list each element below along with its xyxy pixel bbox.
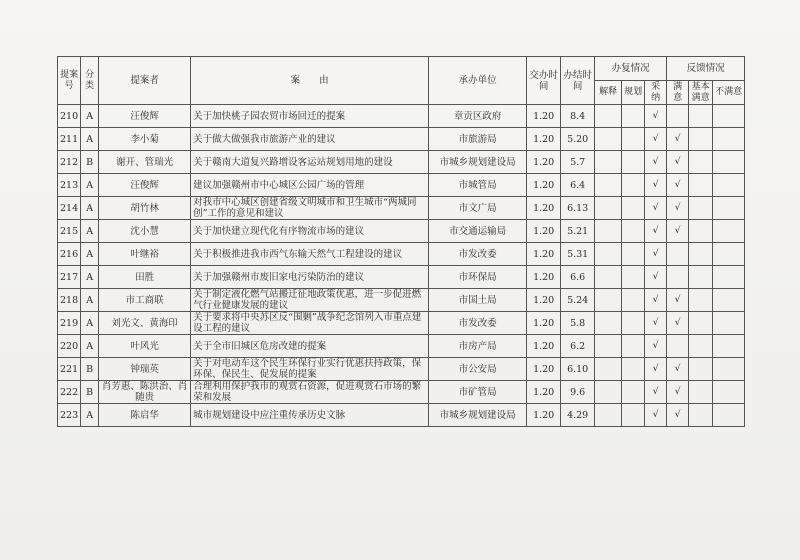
cell-done-time: 5.24 [561,289,595,312]
cell-fb-unsatisfied [713,174,745,197]
cell-reply-plan [622,128,645,151]
proposal-table [57,56,745,427]
cell-proposer: 李小菊 [99,128,191,151]
cell-done-time: 6.13 [561,197,595,220]
cell-proposer: 沈小慧 [99,220,191,243]
cell-subject: 关于加快桃子园农贸市场回迁的提案 [191,105,429,128]
cell-fb-basic [689,128,713,151]
cell-reply-plan [622,335,645,358]
cell-fb-basic [689,174,713,197]
cell-done-time: 6.6 [561,266,595,289]
cell-fb-unsatisfied [713,312,745,335]
cell-reply-plan [622,266,645,289]
cell-fb-satisfied: √ [667,174,689,197]
cell-unit: 市文广局 [429,197,527,220]
cell-reply-adopt: √ [645,174,667,197]
cell-reply-plan [622,243,645,266]
cell-category: B [81,381,99,404]
cell-proposer: 钟瑞英 [99,358,191,381]
cell-subject: 关于制定液化燃气站搬迁征地政策优惠，进一步促进燃气行业健康发展的建议 [191,289,429,312]
cell-category: B [81,151,99,174]
header-reply-group: 办复情况 [595,57,667,81]
cell-proposer: 肖芳惠、陈洪治、肖随贵 [99,381,191,404]
cell-fb-satisfied [667,243,689,266]
cell-unit: 市公安局 [429,358,527,381]
cell-reply-adopt: √ [645,358,667,381]
cell-done-time: 6.10 [561,358,595,381]
cell-subject: 关于加强赣州市废旧家电污染防治的建议 [191,266,429,289]
cell-proposal-no: 211 [58,128,81,151]
cell-proposal-no: 222 [58,381,81,404]
cell-handover-time: 1.20 [527,151,561,174]
cell-subject: 对我市中心城区创建省级文明城市和卫生城市“两城同创”工作的意见和建议 [191,197,429,220]
cell-proposer: 汪俊辉 [99,174,191,197]
cell-fb-satisfied [667,105,689,128]
cell-handover-time: 1.20 [527,358,561,381]
cell-fb-basic [689,105,713,128]
cell-reply-explain [595,128,622,151]
cell-proposal-no: 215 [58,220,81,243]
table-row [58,128,745,151]
table-row [58,335,745,358]
table-row [58,312,745,335]
cell-category: A [81,266,99,289]
cell-proposer: 田胜 [99,266,191,289]
cell-fb-basic [689,312,713,335]
cell-proposer: 叶风光 [99,335,191,358]
cell-reply-adopt: √ [645,381,667,404]
cell-done-time: 6.2 [561,335,595,358]
cell-proposal-no: 217 [58,266,81,289]
cell-reply-explain [595,289,622,312]
cell-reply-explain [595,197,622,220]
cell-proposer: 汪俊辉 [99,105,191,128]
cell-done-time: 5.8 [561,312,595,335]
cell-done-time: 5.21 [561,220,595,243]
cell-subject: 合理利用保护我市的观赏石资源，促进观赏石市场的繁荣和发展 [191,381,429,404]
cell-reply-adopt: √ [645,243,667,266]
cell-fb-basic [689,335,713,358]
cell-proposal-no: 213 [58,174,81,197]
cell-fb-basic [689,289,713,312]
cell-reply-explain [595,174,622,197]
cell-reply-plan [622,174,645,197]
cell-done-time: 9.6 [561,381,595,404]
cell-unit: 市旅游局 [429,128,527,151]
header-fb-basic: 基本满意 [689,81,713,105]
cell-subject: 关于积极推进我市西气东输天然气工程建设的建议 [191,243,429,266]
table-row [58,174,745,197]
cell-proposal-no: 220 [58,335,81,358]
cell-subject: 关于赣南大道复兴路增设客运站规划用地的建设 [191,151,429,174]
cell-category: A [81,128,99,151]
cell-proposer: 叶继裕 [99,243,191,266]
cell-fb-satisfied: √ [667,151,689,174]
cell-proposal-no: 219 [58,312,81,335]
cell-handover-time: 1.20 [527,266,561,289]
cell-fb-unsatisfied [713,266,745,289]
cell-category: A [81,335,99,358]
cell-category: B [81,358,99,381]
cell-reply-plan [622,358,645,381]
cell-reply-plan [622,312,645,335]
cell-done-time: 4.29 [561,404,595,427]
header-handover-time: 交办时间 [527,57,561,105]
cell-proposal-no: 223 [58,404,81,427]
cell-fb-unsatisfied [713,381,745,404]
header-subject: 案 由 [191,57,429,105]
cell-reply-plan [622,105,645,128]
cell-reply-explain [595,404,622,427]
cell-fb-satisfied [667,266,689,289]
cell-handover-time: 1.20 [527,289,561,312]
cell-reply-plan [622,151,645,174]
cell-unit: 市房产局 [429,335,527,358]
cell-reply-explain [595,266,622,289]
cell-fb-unsatisfied [713,197,745,220]
cell-proposer: 胡竹林 [99,197,191,220]
cell-unit: 章贡区政府 [429,105,527,128]
cell-fb-basic [689,151,713,174]
cell-reply-plan [622,197,645,220]
cell-subject: 关于加快建立现代化有序物流市场的建议 [191,220,429,243]
header-fb-satisfied: 满意 [667,81,689,105]
cell-unit: 市城乡规划建设局 [429,151,527,174]
cell-category: A [81,243,99,266]
cell-category: A [81,174,99,197]
cell-subject: 关于要求将中央苏区反“围剿”战争纪念馆列入市重点建设工程的建议 [191,312,429,335]
header-category: 分类 [81,57,99,105]
cell-handover-time: 1.20 [527,381,561,404]
cell-reply-adopt: √ [645,128,667,151]
cell-unit: 市矿管局 [429,381,527,404]
cell-handover-time: 1.20 [527,174,561,197]
cell-reply-explain [595,151,622,174]
table-row [58,404,745,427]
cell-category: A [81,105,99,128]
cell-fb-unsatisfied [713,358,745,381]
cell-subject: 关于对电动车这个民生环保行业实行优惠扶持政策，保环保、保民生、促发展的提案 [191,358,429,381]
cell-reply-adopt: √ [645,312,667,335]
table-row [58,266,745,289]
cell-fb-unsatisfied [713,289,745,312]
cell-category: A [81,220,99,243]
cell-subject: 关于全市旧城区危房改建的提案 [191,335,429,358]
cell-proposer: 谢开、管瑞光 [99,151,191,174]
cell-fb-unsatisfied [713,105,745,128]
table-row [58,358,745,381]
cell-fb-unsatisfied [713,220,745,243]
cell-subject: 城市规划建设中应注重传承历史文脉 [191,404,429,427]
header-unit: 承办单位 [429,57,527,105]
cell-fb-basic [689,404,713,427]
cell-reply-explain [595,358,622,381]
header-proposer: 提案者 [99,57,191,105]
cell-handover-time: 1.20 [527,220,561,243]
cell-fb-satisfied: √ [667,289,689,312]
table-row [58,105,745,128]
cell-fb-satisfied: √ [667,220,689,243]
cell-reply-plan [622,289,645,312]
cell-handover-time: 1.20 [527,128,561,151]
cell-fb-satisfied: √ [667,197,689,220]
cell-fb-satisfied: √ [667,381,689,404]
cell-done-time: 5.20 [561,128,595,151]
cell-fb-satisfied [667,335,689,358]
header-fb-unsatisfied: 不满意 [713,81,745,105]
cell-done-time: 6.4 [561,174,595,197]
cell-reply-plan [622,381,645,404]
cell-fb-satisfied: √ [667,312,689,335]
cell-fb-satisfied: √ [667,404,689,427]
cell-unit: 市发改委 [429,312,527,335]
cell-proposal-no: 210 [58,105,81,128]
cell-proposal-no: 221 [58,358,81,381]
cell-unit: 市城管局 [429,174,527,197]
cell-proposal-no: 214 [58,197,81,220]
cell-unit: 市城乡规划建设局 [429,404,527,427]
cell-subject: 建议加强赣州市中心城区公园广场的管理 [191,174,429,197]
cell-done-time: 8.4 [561,105,595,128]
cell-reply-explain [595,335,622,358]
cell-fb-unsatisfied [713,335,745,358]
cell-proposal-no: 218 [58,289,81,312]
cell-proposal-no: 212 [58,151,81,174]
cell-proposer: 市工商联 [99,289,191,312]
table-row [58,220,745,243]
cell-done-time: 5.31 [561,243,595,266]
cell-handover-time: 1.20 [527,404,561,427]
cell-reply-explain [595,220,622,243]
cell-category: A [81,289,99,312]
cell-proposal-no: 216 [58,243,81,266]
table-row [58,243,745,266]
cell-reply-explain [595,381,622,404]
table-row [58,289,745,312]
cell-reply-explain [595,243,622,266]
cell-fb-basic [689,381,713,404]
header-reply-plan: 规划 [622,81,645,105]
cell-unit: 市国土局 [429,289,527,312]
cell-done-time: 5.7 [561,151,595,174]
header-reply-explain: 解释 [595,81,622,105]
header-proposal-no: 提案号 [58,57,81,105]
cell-reply-explain [595,105,622,128]
cell-handover-time: 1.20 [527,243,561,266]
cell-proposer: 陈启华 [99,404,191,427]
cell-category: A [81,312,99,335]
header-feedback-group: 反馈情况 [667,57,745,81]
cell-fb-basic [689,243,713,266]
cell-reply-explain [595,312,622,335]
cell-fb-satisfied: √ [667,128,689,151]
cell-reply-adopt: √ [645,151,667,174]
cell-subject: 关于做大做强我市旅游产业的建议 [191,128,429,151]
cell-reply-adopt: √ [645,404,667,427]
cell-unit: 市发改委 [429,243,527,266]
cell-fb-basic [689,358,713,381]
cell-fb-unsatisfied [713,128,745,151]
cell-handover-time: 1.20 [527,335,561,358]
table-row [58,151,745,174]
cell-category: A [81,404,99,427]
cell-fb-satisfied: √ [667,358,689,381]
table-row [58,381,745,404]
cell-fb-basic [689,220,713,243]
cell-reply-adopt: √ [645,335,667,358]
cell-unit: 市交通运输局 [429,220,527,243]
cell-handover-time: 1.20 [527,312,561,335]
cell-category: A [81,197,99,220]
cell-proposer: 刘光文、黄海印 [99,312,191,335]
cell-fb-basic [689,266,713,289]
cell-reply-adopt: √ [645,289,667,312]
cell-unit: 市环保局 [429,266,527,289]
header-reply-adopt: 采纳 [645,81,667,105]
header-done-time: 办结时间 [561,57,595,105]
cell-fb-unsatisfied [713,243,745,266]
cell-fb-unsatisfied [713,151,745,174]
cell-reply-adopt: √ [645,197,667,220]
cell-reply-adopt: √ [645,105,667,128]
cell-reply-adopt: √ [645,266,667,289]
cell-reply-plan [622,404,645,427]
cell-handover-time: 1.20 [527,197,561,220]
cell-fb-basic [689,197,713,220]
cell-handover-time: 1.20 [527,105,561,128]
cell-fb-unsatisfied [713,404,745,427]
cell-reply-adopt: √ [645,220,667,243]
cell-reply-plan [622,220,645,243]
table-row [58,197,745,220]
